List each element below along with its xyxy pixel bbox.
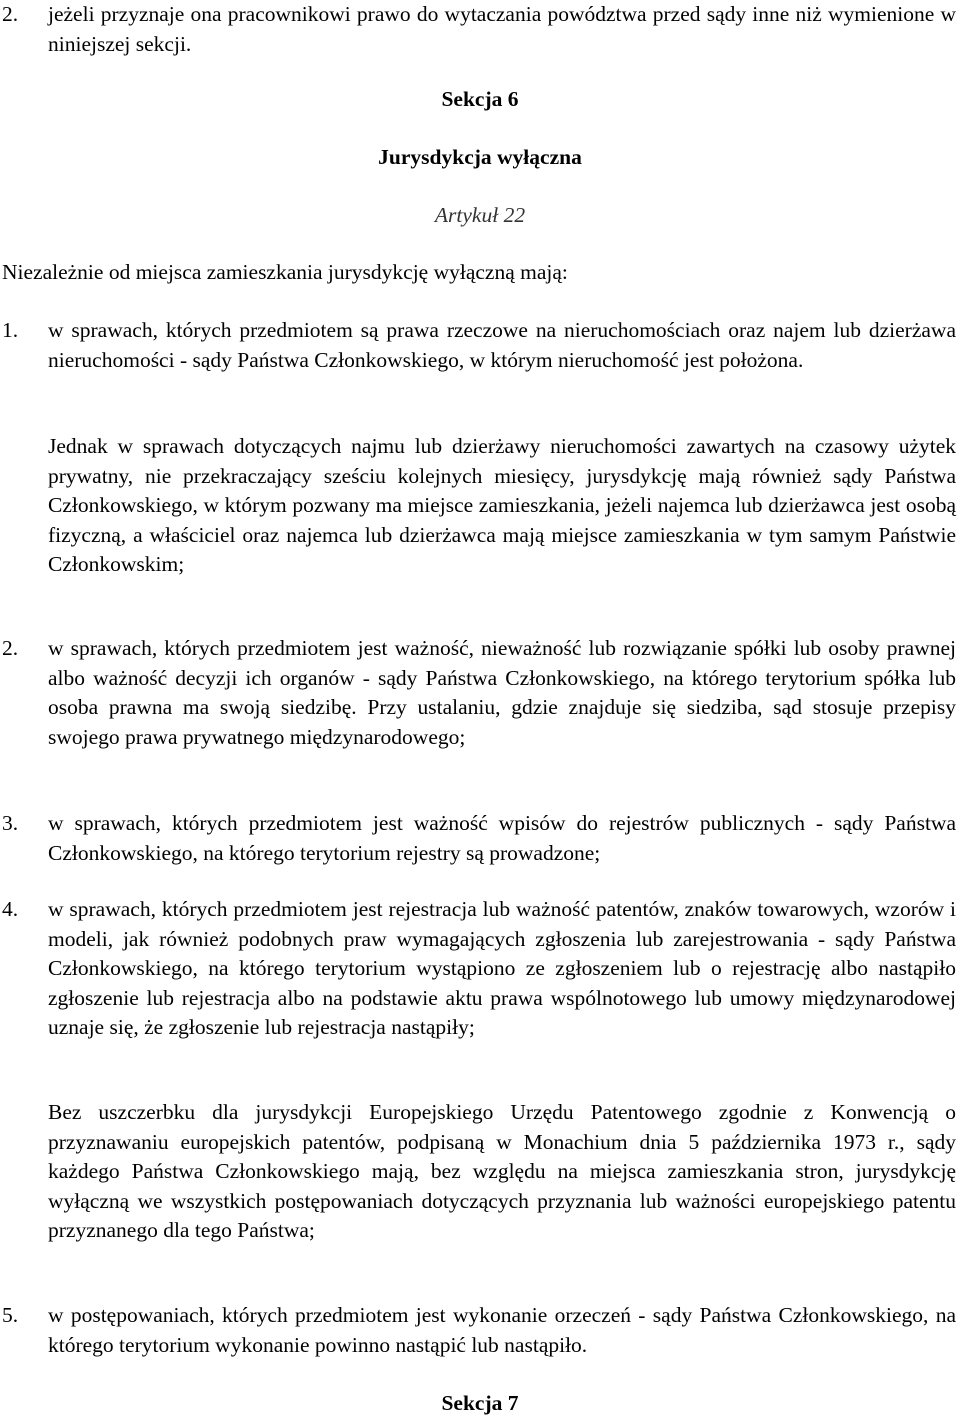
- item-text: w sprawach, których przedmiotem jest rejestracja lub ważność patentów, znaków towarowych, wzorów i modeli, jak również podobnych praw wymagających zgłoszenia lub zarejestrowania - sądy Państwa Członkowskiego, na którego terytorium wystąpiono ze zgłoszeniem lub o rejestrację albo nastąpiło zgłoszenie lub rejestracja albo na podstawie aktu prawa wspólnotowego lub umowy międzynarodowej uznaje się, że zgłoszenie lub rejestracja nastąpiły;: [48, 897, 956, 1039]
- article-heading: Artykuł 22: [434, 203, 526, 227]
- item-text: w sprawach, których przedmiotem są prawa rzeczowe na nieruchomościach oraz najem lub dzierżawa nieruchomości - sądy Państwa Członkowskiego, w którym nieruchomość jest położona.: [48, 318, 956, 372]
- item-number: 2.: [2, 636, 19, 660]
- item-extra-text: Jednak w sprawach dotyczących najmu lub dzierżawy nieruchomości zawartych na czasowy użytek prywatny, nie przekraczający sześciu kolejnych miesięcy, jurysdykcję mają również sądy Państwa Członkowskiego, w którym pozwany ma miejsce zamieszkania, jeżeli najemca lub dzierżawca jest osobą fizyczną, a właściciel oraz najemca lub dzierżawca mają miejsce zamieszkania w tym samym Państwie Członkowskim;: [48, 434, 956, 576]
- item-text: jeżeli przyznaje ona pracownikowi prawo do wytaczania powództwa przed sądy inne niż wymienione w niniejszej sekcji.: [48, 2, 956, 56]
- section-title: Sekcja 6: [441, 87, 519, 111]
- item-text: w sprawach, których przedmiotem jest ważność, nieważność lub rozwiązanie spółki lub osoby prawnej albo ważność decyzji ich organów - sądy Państwa Członkowskiego, na którego terytorium spółka lub osoba prawna ma swoją siedzibę. Przy ustalaniu, gdzie znajduje się siedziba, sąd stosuje przepisy swojego prawa prywatnego międzynarodowego;: [48, 636, 956, 749]
- item-text: w postępowaniach, których przedmiotem jest wykonanie orzeczeń - sądy Państwa Członkowskiego, na którego terytorium wykonanie powinno nastąpić lub nastąpiło.: [48, 1303, 956, 1357]
- section-title-7: Sekcja 7: [441, 1391, 519, 1415]
- item-extra-text: Bez uszczerbku dla jurysdykcji Europejskiego Urzędu Patentowego zgodnie z Konwencją o przyznawaniu europejskich patentów, podpisaną w Monachium dnia 5 października 1973 r., sądy każdego Państwa Członkowskiego mają, bez względu na miejsca zamieszkania stron, jurysdykcję wyłączną we wszystkich postępowaniach dotyczących przyznania lub ważności europejskiego patentu przyznanego dla tego Państwa;: [48, 1100, 956, 1242]
- item-text: w sprawach, których przedmiotem jest ważność wpisów do rejestrów publicznych - sądy Państwa Członkowskiego, na którego terytorium rejestry są prowadzone;: [48, 811, 956, 865]
- section-subtitle: Jurysdykcja wyłączna: [378, 145, 582, 169]
- intro-text: Niezależnie od miejsca zamieszkania jurysdykcję wyłączną mają:: [2, 260, 568, 284]
- item-number: 2.: [2, 2, 19, 26]
- item-number: 1.: [2, 318, 19, 342]
- item-number: 5.: [2, 1303, 19, 1327]
- item-number: 4.: [2, 897, 19, 921]
- item-number: 3.: [2, 811, 19, 835]
